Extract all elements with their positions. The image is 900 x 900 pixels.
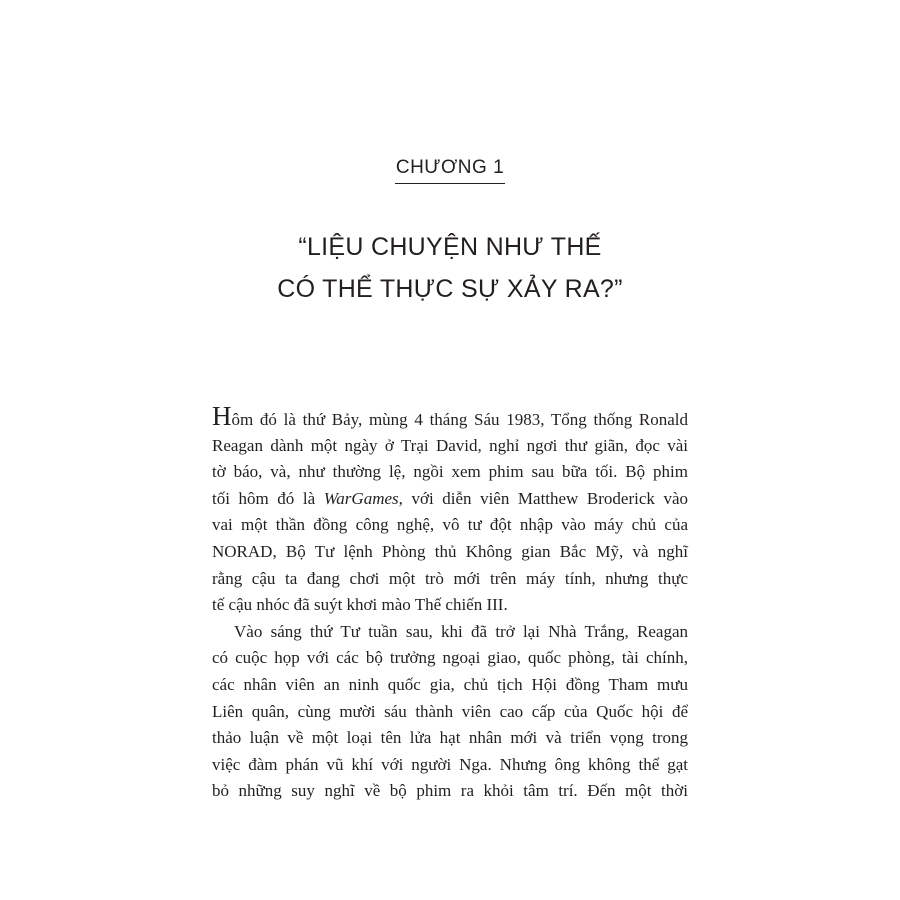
text-line: vai một thần đồng công nghệ, vô tư đột nhập vào máy chủ của [212,515,688,535]
text-line: tối hôm đó là WarGames, với diễn viên Matthew Broderick vào [212,488,688,508]
text-line: các nhân viên an ninh quốc gia, chủ tịch Hội đồng Tham mưu [212,674,688,694]
text-line: NORAD, Bộ Tư lệnh Phòng thủ Không gian Bắc Mỹ, và nghĩ [212,541,688,561]
drop-cap: H [212,401,232,431]
chapter-title-line-2: CÓ THỂ THỰC SỰ XẢY RA?” [277,275,623,303]
chapter-underline [395,183,505,184]
text-line: thảo luận về một loại tên lửa hạt nhân mới và triển vọng trong [212,728,688,748]
text-line: Reagan dành một ngày ở Trại David, nghỉ ngơi thư giãn, đọc vài [212,435,688,455]
text-line: việc đàm phán vũ khí với người Nga. Nhưng ông không thể gạt [212,754,688,774]
text-line: tế cậu nhóc đã suýt khơi mào Thế chiến III. [212,595,508,615]
text-line: Liên quân, cùng mười sáu thành viên cao cấp của Quốc hội để [212,701,688,721]
film-title: WarGames [323,488,399,508]
paragraph-2 [212,619,688,805]
text-line: rằng cậu ta đang chơi một trò mới trên máy tính, nhưng thực [212,568,688,588]
body-text [212,401,688,805]
text-line: bỏ những suy nghĩ về bộ phim ra khỏi tâm trí. Đến một thời [212,781,688,801]
chapter-label-wrapper [0,156,900,180]
text-line: Vào sáng thứ Tư tuần sau, khi đã trở lại Nhà Trắng, Reagan [234,621,688,641]
text-line: Hôm đó là thứ Bảy, mùng 4 tháng Sáu 1983, Tổng thống Ronald [212,401,688,431]
chapter-title [0,226,900,310]
chapter-title-line-1: “LIỆU CHUYỆN NHƯ THẾ [298,233,602,261]
text-line: tờ báo, và, như thường lệ, ngồi xem phim sau bữa tối. Bộ phim [212,462,688,482]
chapter-label: CHƯƠNG 1 [395,157,505,178]
text-line: có cuộc họp với các bộ trưởng ngoại giao, quốc phòng, tài chính, [212,648,688,668]
paragraph-1 [212,401,688,619]
